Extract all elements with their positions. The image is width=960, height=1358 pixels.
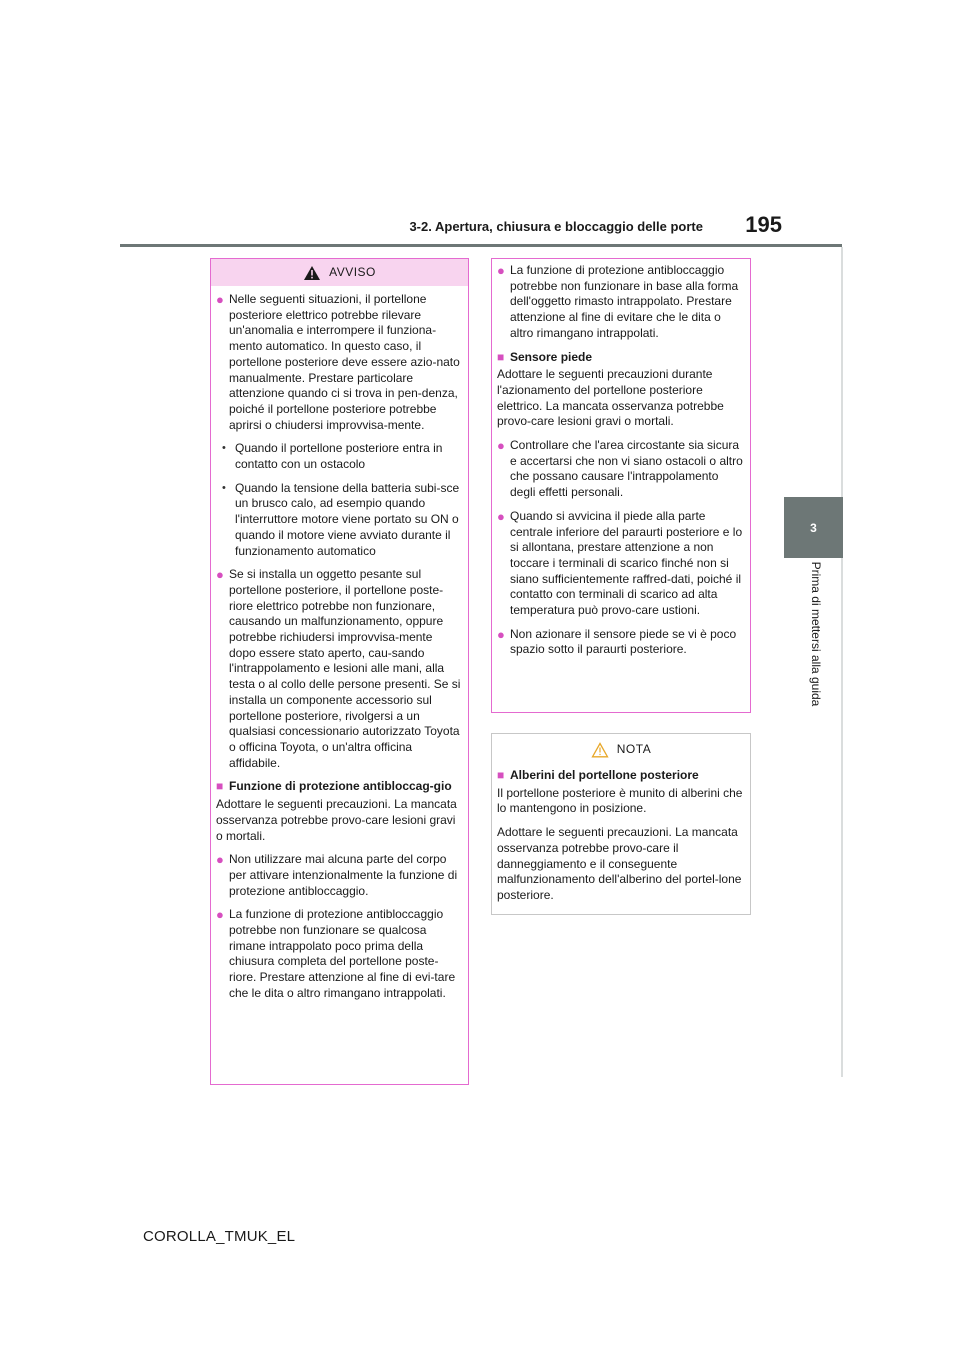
bullet-icon: ● (497, 438, 505, 454)
warning-box-right (491, 258, 751, 713)
chapter-label: Prima di mettersi alla guida (809, 561, 823, 707)
warning-intro: Adottare le seguenti precauzioni. La mancata osservanza potrebbe provo-care lesioni gravi o mortali. (216, 797, 457, 843)
bullet-icon: ● (216, 292, 224, 307)
bullet-icon: ● (497, 626, 505, 642)
bullet-icon: ● (497, 508, 505, 524)
warning-paragraph: Controllare che l'area circostante sia sicura e accertarsi che non vi siano ostacoli o altro che possano causare l'intrappolamento degli effetti personali. (510, 438, 743, 500)
warning-title: AVVISO (329, 264, 376, 279)
warning-header (211, 259, 468, 286)
note-box (491, 733, 751, 915)
dot-icon: • (222, 481, 226, 494)
warning-box-left (210, 258, 469, 1085)
bullet-icon: ● (216, 852, 224, 868)
section-title: 3-2. Apertura, chiusura e bloccaggio delle porte (409, 219, 703, 234)
bullet-icon: ● (216, 567, 224, 583)
header-rule (120, 244, 842, 247)
warning-icon (303, 265, 321, 281)
warning-heading: Funzione di protezione antibloccag-gio (229, 779, 452, 794)
chapter-number: 3 (810, 520, 817, 535)
warning-paragraph: Nelle seguenti situazioni, il portellone posteriore elettrico potrebbe rilevare un'anomalia e interrompere il funziona-mento automatico. In questo caso, il portellone posteriore deve essere azio-nato manualmente. Prestare particolare attenzione quando ci si trova in pen-denza, poiché il portellone posteriore potrebbe aprirsi o chiudersi improvvisa-mente. (229, 292, 460, 432)
warning-paragraph: Non utilizzare mai alcuna parte del corpo per attivare intenzionalmente la funzione di protezione antibloccaggio. (229, 852, 458, 898)
note-heading: Alberini del portellone posteriore (510, 768, 699, 782)
note-title: NOTA (616, 741, 652, 756)
warning-intro: Adottare le seguenti precauzioni durante l'azionamento del portellone posteriore elettrico. La mancata osservanza potrebbe provo-care lesioni gravi o mortali. (497, 367, 724, 429)
warning-subitem: Quando la tensione della batteria subi-sce un brusco calo, ad esempio quando l'interruttore motore viene portato su ON o quando il motore viene avviato durante il funzionamento automatico (235, 480, 460, 558)
chapter-tab (784, 497, 843, 558)
side-strip (841, 247, 843, 1077)
warning-paragraph: La funzione di protezione antibloccaggio potrebbe non funzionare in base alla forma dell'oggetto rimasto intrappolato. Prestare attenzione al fine di evitare che le dita o altro rimangano intrappolati. (510, 263, 739, 340)
note-header (492, 734, 750, 765)
warning-paragraph: Quando si avvicina il piede alla parte centrale inferiore del paraurti posteriore e lo si allontana, prestare attenzione a non toccare i terminali di scarico finché non si siano sufficientemente raffred-dati, poiché il contatto con terminali di scarico ad alta temperatura può provo-care ustioni. (510, 508, 743, 618)
caution-outline-icon (591, 742, 609, 758)
square-bullet-icon: ■ (216, 779, 224, 794)
bullet-icon: ● (216, 907, 224, 923)
square-bullet-icon: ■ (497, 768, 505, 782)
dot-icon: • (222, 442, 226, 455)
note-paragraph: Adottare le seguenti precauzioni. La mancata osservanza potrebbe provo-care il danneggiamento e il conseguente malfunzionamento dell'alberino del portel-lone posteriore. (497, 825, 742, 902)
square-bullet-icon: ■ (497, 349, 505, 364)
warning-paragraph: Non azionare il sensore piede se vi è poco spazio sotto il paraurti posteriore. (510, 626, 737, 657)
warning-paragraph: La funzione di protezione antibloccaggio potrebbe non funzionare se qualcosa rimane intrappolato poco prima della chiusura completa del portellone poste-riore. Prestare attenzione al fine di evi-tare che le dita o altro rimangano intrappolati. (229, 907, 456, 1000)
bullet-icon: ● (497, 263, 505, 278)
note-paragraph: Il portellone posteriore è munito di alberini che lo mantengono in posizione. (497, 785, 743, 816)
footer-code: COROLLA_TMUK_EL (143, 1228, 296, 1245)
warning-subitem: Quando il portellone posteriore entra in contatto con un ostacolo (235, 441, 443, 472)
warning-paragraph: Se si installa un oggetto pesante sul portellone posteriore, il portellone poste-riore elettrico potrebbe non funzionare, causando un malfunzionamento, oppure potrebbe richiudersi improvvisa-mente dopo essere stato aperto, cau-sando l'intrappolamento e lesioni alle mani, alla testa o al collo delle persone presenti. Se si installa un componente accessorio sul portellone posteriore, rivolgersi a un qualsiasi concessionario autorizzato Toyota o officina Toyota, o un'altra officina affidabile. (229, 567, 461, 770)
page-number: 195 (745, 212, 782, 237)
warning-heading: Sensore piede (510, 349, 593, 364)
